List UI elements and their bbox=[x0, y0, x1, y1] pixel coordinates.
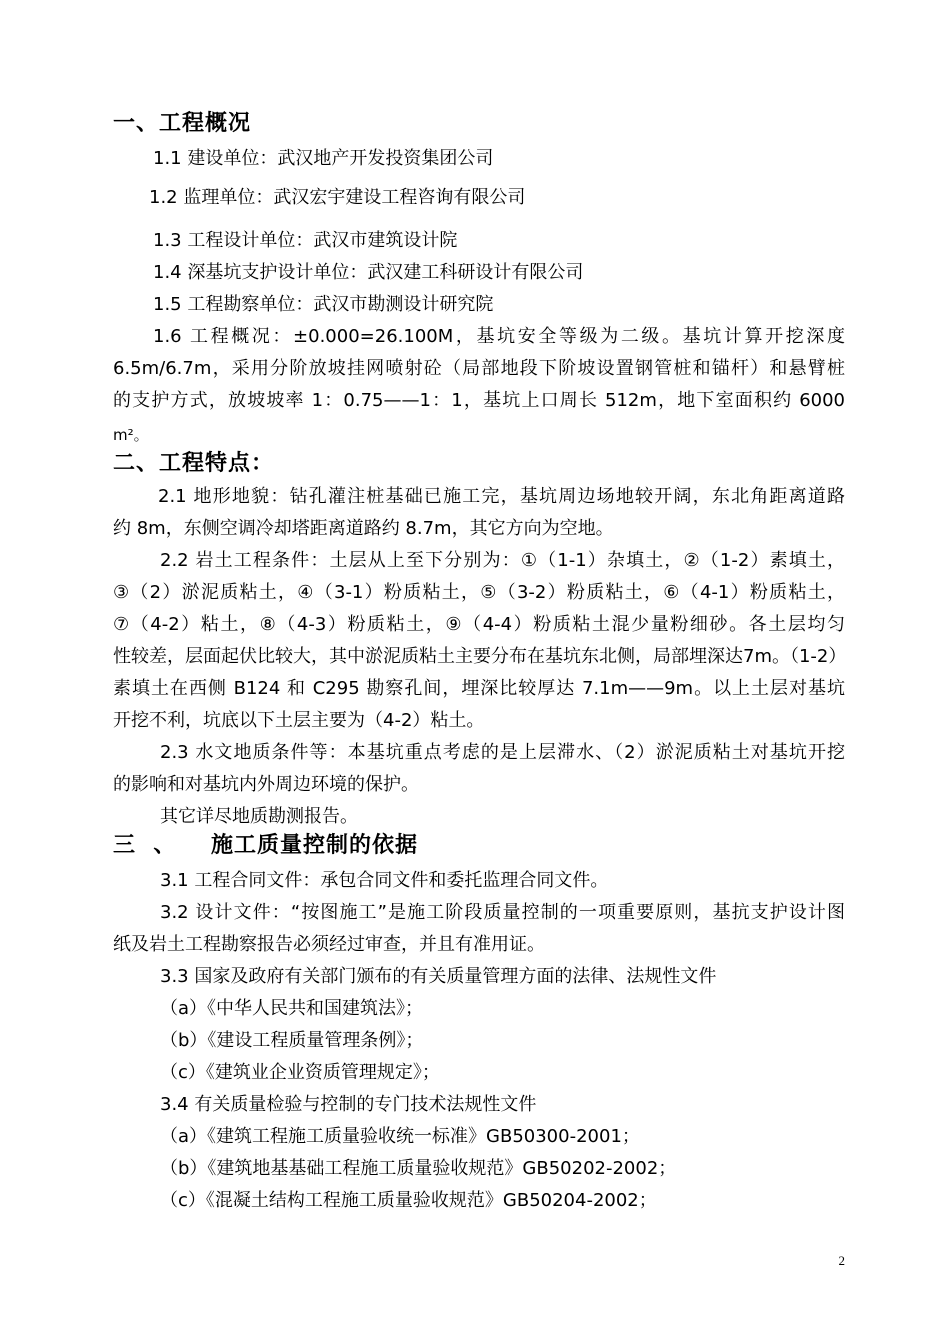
item-3-4-b: （b）《建筑地基基础工程施工质量验收规范》GB50202-2002； bbox=[160, 1158, 677, 1179]
item-3-4-a: （a）《建筑工程施工质量验收统一标准》GB50300-2001； bbox=[160, 1126, 640, 1147]
item-3-4: 3.4 有关质量检验与控制的专门技术法规性文件 bbox=[160, 1094, 537, 1115]
item-3-2-line-2: 纸及岩土工程勘察报告必须经过审查，并且有准用证。 bbox=[113, 934, 545, 955]
item-2-1-line-2: 约 8m，东侧空调冷却塔距离道路约 8.7m，其它方向为空地。 bbox=[113, 518, 614, 539]
item-1-4: 1.4 深基坑支护设计单位：武汉建工科研设计有限公司 bbox=[153, 262, 584, 283]
item-2-2-line-5: 素填土在西侧 B124 和 C295 勘察孔间，埋深比较厚达 7.1m——9m。以上土层对基坑 bbox=[113, 678, 845, 699]
item-1-5: 1.5 工程勘察单位：武汉市勘测设计研究院 bbox=[153, 294, 494, 315]
section-3-heading: 三 、 施工质量控制的依据 bbox=[113, 833, 418, 858]
item-2-2-line-4: 性较差，层面起伏比较大，其中淤泥质粘土主要分布在基坑东北侧，局部埋深达7m。（1-2） bbox=[113, 646, 847, 667]
item-3-2-line-1: 3.2 设计文件：“按图施工”是施工阶段质量控制的一项重要原则，基抗支护设计图 bbox=[160, 902, 845, 923]
item-1-6-line-1: 1.6 工程概况：±0.000=26.100M，基坑安全等级为二级。基坑计算开挖深度 bbox=[153, 326, 845, 347]
item-3-3: 3.3 国家及政府有关部门颁布的有关质量管理方面的法律、法规性文件 bbox=[160, 966, 717, 987]
item-3-1: 3.1 工程合同文件：承包合同文件和委托监理合同文件。 bbox=[160, 870, 609, 891]
section-1-heading: 一、工程概况 bbox=[113, 111, 252, 136]
item-3-3-b: （b）《建设工程质量管理条例》； bbox=[160, 1030, 424, 1051]
item-2-note: 其它详尽地质勘测报告。 bbox=[160, 806, 358, 827]
item-1-6-line-3: 的支护方式，放坡坡率 1：0.75——1：1，基坑上口周长 512m，地下室面积约 6000 bbox=[113, 390, 845, 411]
item-1-1: 1.1 建设单位：武汉地产开发投资集团公司 bbox=[153, 148, 494, 169]
item-1-6-line-4: m²。 bbox=[113, 426, 149, 444]
section-2-heading: 二、工程特点： bbox=[113, 451, 275, 476]
item-1-3: 1.3 工程设计单位：武汉市建筑设计院 bbox=[153, 230, 458, 251]
item-2-1-line-1: 2.1 地形地貌：钻孔灌注桩基础已施工完，基坑周边场地较开阔，东北角距离道路 bbox=[158, 486, 845, 507]
item-2-3-line-1: 2.3 水文地质条件等：本基坑重点考虑的是上层滞水、（2）淤泥质粘土对基坑开挖 bbox=[160, 742, 845, 763]
item-1-2: 1.2 监理单位：武汉宏宇建设工程咨询有限公司 bbox=[149, 187, 526, 208]
item-2-2-line-3: ⑦（4-2）粘土，⑧（4-3）粉质粘土，⑨（4-4）粉质粘土混少量粉细砂。各土层均匀 bbox=[113, 614, 845, 635]
item-3-3-c: （c）《建筑业企业资质管理规定》； bbox=[160, 1062, 440, 1083]
item-3-3-a: （a）《中华人民共和国建筑法》； bbox=[160, 998, 424, 1019]
item-3-4-c: （c）《混凝土结构工程施工质量验收规范》GB50204-2002； bbox=[160, 1190, 657, 1211]
item-1-6-line-2: 6.5m/6.7m，采用分阶放坡挂网喷射砼（局部地段下阶坡设置钢管桩和锚杆）和悬臂桩 bbox=[113, 358, 845, 379]
page-number: 2 bbox=[838, 1253, 845, 1268]
item-2-3-line-2: 的影响和对基坑内外周边环境的保护。 bbox=[113, 774, 419, 795]
item-2-2-line-2: ③（2）淤泥质粘土，④（3-1）粉质粘土，⑤（3-2）粉质粘土，⑥（4-1）粉质粘土， bbox=[113, 582, 845, 603]
item-2-2-line-1: 2.2 岩土工程条件：土层从上至下分别为：①（1-1）杂填土，②（1-2）素填土， bbox=[160, 550, 845, 571]
item-2-2-line-6: 开挖不利，坑底以下土层主要为（4-2）粘土。 bbox=[113, 710, 485, 731]
